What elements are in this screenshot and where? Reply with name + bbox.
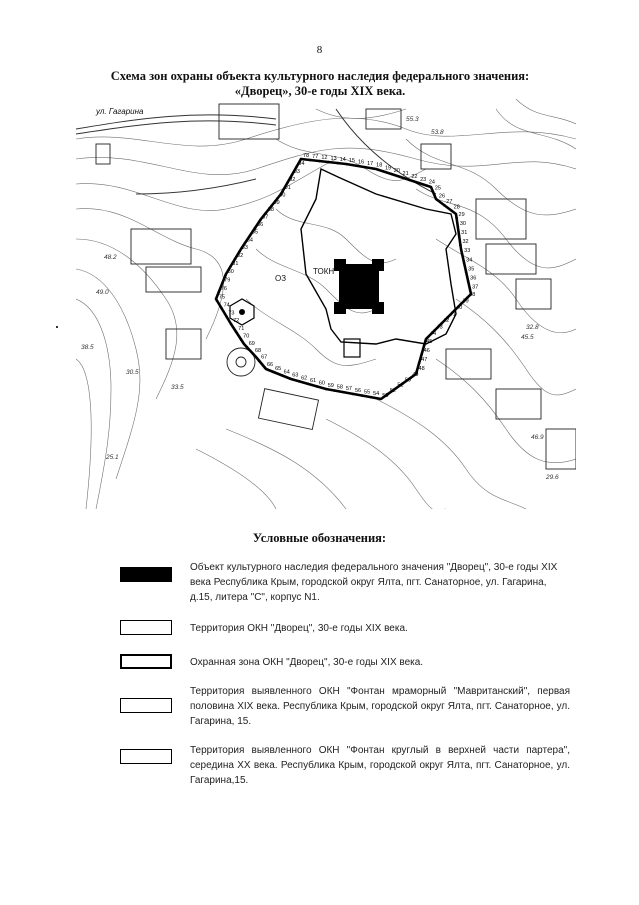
boundary-point-number: 32 [462,239,469,246]
boundary-point-marker [346,163,349,166]
fountain-mavritansky-marker [239,309,245,315]
outline-swatch [120,698,172,713]
boundary-point-number: 65 [275,365,282,372]
elevation-label: 45.5 [521,334,534,341]
tokn-label: ТОКН [313,267,335,276]
boundary-point-marker [286,182,289,185]
boundary-point-number: 62 [301,375,308,382]
outline-swatch [120,749,172,764]
boundary-point-number: 14 [339,157,346,164]
boundary-point-number: 41 [449,311,456,318]
boundary-point-number: 50 [404,377,411,384]
boundary-point-marker [289,377,292,380]
boundary-point-marker [324,388,327,391]
boundary-point-marker [281,190,284,193]
boundary-point-marker [459,244,462,247]
boundary-point-marker [455,216,458,219]
boundary-point-marker [333,389,336,392]
boundary-point-marker [265,212,268,215]
boundary-point-marker [254,227,257,230]
boundary-point-number: 74 [223,302,230,309]
boundary-point-number: 28 [453,204,460,211]
boundary-point-marker [361,394,364,397]
title-line-1: Схема зон охраны объекта культурного наследия федерального значения: [110,69,530,83]
boundary-point-number: 90 [279,192,286,199]
boundary-point-number: 20 [393,168,400,175]
street-label: ул. Гагарина [96,107,144,116]
boundary-point-marker [216,299,219,302]
boundary-point-number: 26 [438,193,446,200]
boundary-point-marker [379,398,382,401]
boundary-point-number: 59 [327,382,334,389]
boundary-point-number: 94 [298,161,305,168]
boundary-point-marker [420,353,423,356]
boundary-point-number: 48 [418,365,425,372]
outline-swatch [120,620,172,635]
boundary-point-marker [432,190,435,193]
boundary-point-number: 53 [382,392,389,399]
boundary-point-number: 25 [434,185,442,192]
boundary-point-marker [235,331,238,334]
boundary-point-marker [399,176,402,179]
elevation-label: 25.1 [106,454,119,461]
boundary-point-number: 70 [243,333,250,340]
boundary-point-number: 71 [238,325,245,332]
boundary-point-number: 72 [233,318,240,325]
boundary-point-number: 15 [348,158,355,165]
boundary-point-marker [300,158,303,161]
protection-zone-map [76,99,576,509]
boundary-point-number: 64 [283,369,290,376]
boundary-point-number: 52 [389,388,396,395]
boundary-point-marker [457,226,460,229]
boundary-point-number: 47 [421,356,428,363]
boundary-point-marker [352,393,355,396]
boundary-point-number: 46 [423,348,430,355]
boundary-point-marker [245,346,248,349]
boundary-point-marker [291,174,294,177]
boundary-point-number: 29 [458,211,465,218]
boundary-point-number: 37 [472,284,479,291]
boundary-point-marker [252,352,255,355]
boundary-point-number: 93 [293,169,300,176]
bold-outline-swatch [120,654,172,669]
boundary-point-number: 80 [227,268,234,275]
boundary-point-number: 18 [376,162,383,169]
boundary-point-marker [309,159,312,162]
boundary-point-number: 21 [402,171,409,178]
boundary-point-marker [307,383,310,386]
boundary-point-number: 79 [224,277,231,284]
boundary-point-number: 17 [367,161,374,168]
legend-title: Условные обозначения: [252,531,387,545]
boundary-point-number: 83 [241,245,248,252]
boundary-point-marker [316,385,319,388]
boundary-point-marker [318,160,321,163]
boundary-point-number: 82 [237,252,244,259]
boundary-point-marker [373,167,376,170]
territory-boundary [301,169,456,344]
boundary-point-marker [259,219,262,222]
boundary-point-number: 13 [330,156,337,163]
boundary-point-marker [220,307,223,310]
boundary-point-number: 42 [443,317,450,324]
boundary-point-marker [224,274,227,277]
boundary-point-number: 88 [267,206,274,213]
boundary-point-number: 54 [373,391,380,398]
boundary-point-marker [355,164,358,167]
boundary-point-marker [258,359,261,362]
boundary-point-marker [458,235,461,238]
elevation-label: 30.5 [126,369,139,376]
page-number: 8 [316,44,323,56]
boundary-point-number: 35 [468,266,475,273]
boundary-point-marker [327,161,330,164]
boundary-point-number: 58 [336,384,343,391]
boundary-point-marker [240,338,243,341]
boundary-point-marker [418,362,421,365]
boundary-point-marker [417,181,420,184]
palace-object [334,259,384,314]
legend-text: Объект культурного наследия федерального значения "Дворец", 30-е годы XIX века Республика Крым, городской округ Ялта, пгт. Санаторное, ул. Гагарина, д.15, литера "С", корпус N1. [190,562,558,603]
legend-text: Территория ОКН "Дворец", 30-е годы XIX века. [190,623,408,634]
boundary-point-number: 38 [469,291,476,298]
boundary-point-marker [370,396,373,399]
boundary-point-marker [426,184,429,187]
boundary-point-marker [221,282,224,285]
boundary-point-number: 36 [470,275,477,282]
oz-label: ОЗ [275,274,287,283]
boundary-point-number: 76 [220,285,227,292]
boundary-point-number: 43 [436,324,443,331]
elevation-label: 46.9 [531,434,544,441]
legend-text: Охранная зона ОКН "Дворец", 30-е годы XIX века. [190,657,424,668]
boundary-point-marker [423,344,426,347]
boundary-point-number: 68 [255,347,262,354]
boundary-point-number: 27 [446,199,453,206]
boundary-point-number: 63 [292,372,299,379]
boundary-point-marker [225,315,228,318]
boundary-point-marker [364,166,367,169]
boundary-point-marker [343,391,346,394]
boundary-point-number: 39 [462,298,469,305]
boundary-point-number: 77 [312,154,319,161]
boundary-point-number: 91 [284,185,291,192]
boundary-point-number: 45 [426,339,433,346]
boundary-point-marker [408,179,411,182]
elevation-label: 53.8 [431,129,444,136]
boundary-point-marker [238,250,241,253]
boundary-point-number: 30 [459,220,466,227]
boundary-point-number: 19 [385,165,392,172]
boundary-point-number: 33 [464,248,471,255]
boundary-point-number: 40 [456,304,463,311]
elevation-label: 49.0 [96,289,109,296]
boundary-point-number: 12 [321,155,328,162]
boundary-point-marker [264,366,267,369]
elevation-label: 29.6 [546,474,559,481]
boundary-point-number: 56 [354,387,362,394]
boundary-point-number: 61 [309,377,317,384]
elevation-label: 48.2 [104,254,117,261]
boundary-point-number: 51 [397,382,404,389]
boundary-point-marker [443,204,446,207]
boundary-point-number: 81 [232,260,239,267]
boundary-point-marker [298,380,301,383]
boundary-point-marker [336,162,339,165]
boundary-point-marker [382,170,385,173]
boundary-point-marker [249,234,252,237]
boundary-point-marker [234,258,237,261]
boundary-point-marker [272,371,275,374]
boundary-point-marker [218,291,221,294]
boundary-point-marker [295,166,298,169]
boundary-point-number: 89 [273,199,280,206]
boundary-point-marker [244,242,247,245]
boundary-point-number: 57 [345,386,352,393]
boundary-point-marker [229,266,232,269]
filled-swatch [120,567,172,582]
title-line-2: «Дворец», 30-е годы XIX века. [234,84,406,98]
boundary-point-number: 67 [261,354,268,361]
boundary-point-number: 73 [228,310,235,317]
boundary-point-marker [280,374,283,377]
boundary-point-number: 92 [289,177,296,184]
boundary-point-marker [230,323,233,326]
boundary-point-number: 55 [364,389,371,396]
boundary-point-marker [436,198,439,201]
boundary-point-marker [390,173,393,176]
elevation-label: 33.5 [171,384,184,391]
margin-dot [56,326,58,328]
boundary-point-marker [270,204,273,207]
boundary-point-number: 78 [303,153,310,159]
boundary-point-number: 31 [461,230,468,237]
boundary-point-marker [276,197,279,200]
boundary-point-number: 69 [248,340,255,347]
legend-text: Территория выявленного ОКН "Фонтан мраморный "Мавританский", первая половина XIX века. Республика Крым, городской округ Ялта, пгт. Санаторное, ул. Гагарина, 15. [190,686,570,727]
legend-text: Территория выявленного ОКН "Фонтан круглый в верхней части партера", середина XX века. Республика Крым, городской округ Ялта, пгт. Санаторное, ул. Гагарина,15. [190,745,570,786]
boundary-point-number: 84 [246,237,253,244]
boundary-point-number: 34 [466,257,473,264]
boundary-point-number: 75 [218,294,225,301]
boundary-point-marker [450,209,453,212]
boundary-point-number: 60 [318,380,325,387]
boundary-point-number: 24 [428,179,435,186]
elevation-label: 55.3 [406,116,419,123]
boundary-point-number: 85 [251,229,259,236]
boundary-point-number: 66 [266,361,274,368]
boundary-point-marker [461,253,464,256]
boundary-point-number: 49 [412,372,419,379]
boundary-point-number: 16 [357,159,365,166]
boundary-point-number: 44 [430,330,437,337]
elevation-label: 32.8 [526,324,539,331]
boundary-point-number: 86 [257,221,264,228]
boundary-point-number: 23 [420,176,427,183]
boundary-point-marker [467,280,470,283]
document-title [60,69,580,99]
boundary-point-marker [465,271,468,274]
boundary-point-marker [427,336,430,339]
boundary-point-number: 87 [262,214,269,221]
elevation-label: 38.5 [81,344,94,351]
boundary-point-marker [463,262,466,265]
boundary-point-number: 22 [411,173,418,180]
